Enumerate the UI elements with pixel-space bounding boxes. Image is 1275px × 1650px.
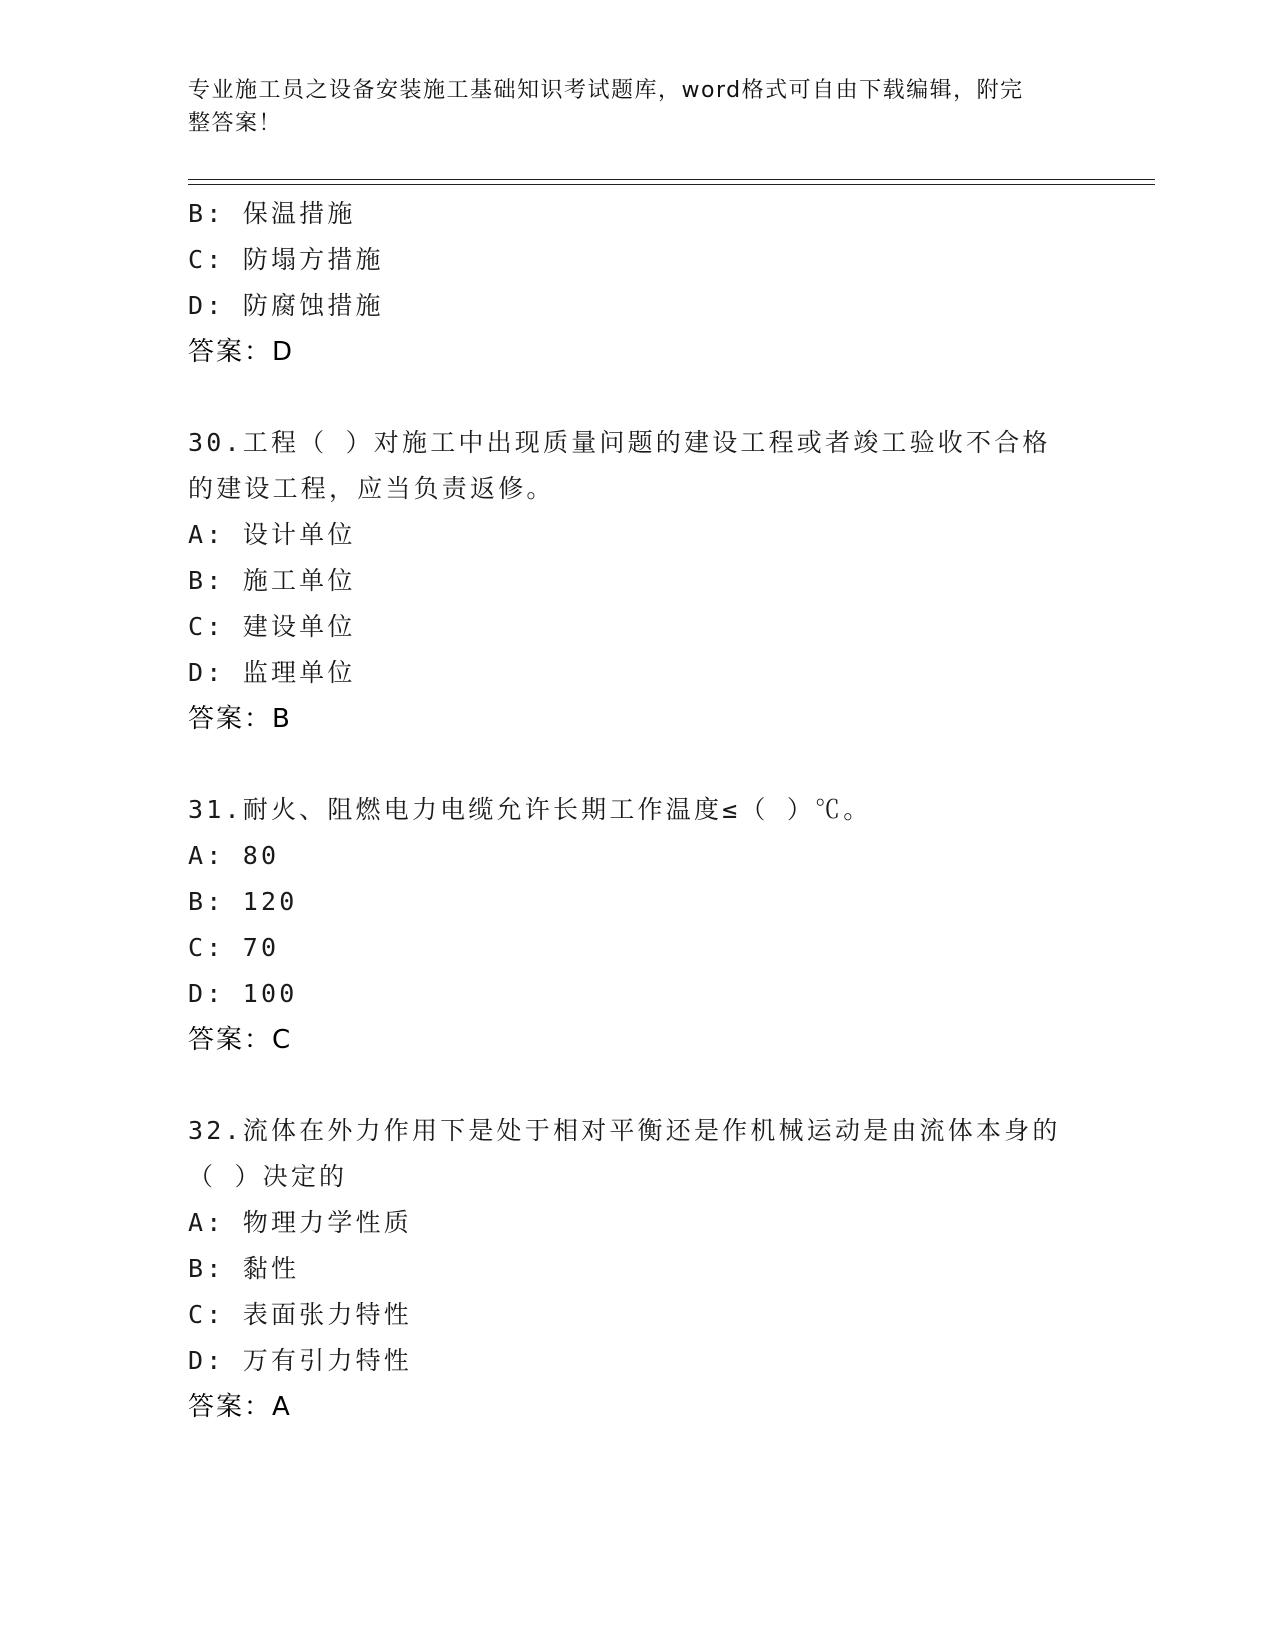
option-d: D: 监理单位 <box>188 658 356 687</box>
answer-line: 答案：C <box>188 1025 293 1055</box>
question-stem-line-1: 32.流体在外力作用下是处于相对平衡还是作机械运动是由流体本身的 <box>188 1116 1061 1145</box>
option-c: C: 建设单位 <box>188 612 356 641</box>
question-block-32 <box>188 1108 1088 1430</box>
option-b: B: 黏性 <box>188 1254 300 1283</box>
option-c: C: 70 <box>188 933 280 962</box>
question-block-31 <box>188 787 1088 1063</box>
question-stem-line-1: 30.工程（ ）对施工中出现质量问题的建设工程或者竣工验收不合格 <box>188 428 1051 457</box>
option-c: C: 防塌方措施 <box>188 245 384 274</box>
question-stem-line-1: 31.耐火、阻燃电力电缆允许长期工作温度≤（ ）℃。 <box>188 795 872 824</box>
header-line-2: 整答案！ <box>188 111 283 136</box>
question-block-30 <box>188 420 1088 742</box>
option-d: D: 万有引力特性 <box>188 1346 412 1375</box>
option-c: C: 表面张力特性 <box>188 1300 412 1329</box>
option-b: B: 施工单位 <box>188 566 356 595</box>
option-a: A: 设计单位 <box>188 520 356 549</box>
answer-line: 答案：D <box>188 337 295 367</box>
option-d: D: 防腐蚀措施 <box>188 291 384 320</box>
question-stem <box>188 1108 1088 1200</box>
option-b: B: 保温措施 <box>188 199 356 228</box>
option-a: A: 80 <box>188 841 280 870</box>
answer-line: 答案：B <box>188 704 292 734</box>
header-divider-bottom <box>188 184 1155 185</box>
answer-line: 答案：A <box>188 1392 292 1422</box>
question-stem-line-2: （ ）决定的 <box>188 1162 348 1191</box>
question-stem-line-2: 的建设工程，应当负责返修。 <box>188 474 555 503</box>
document-header <box>188 74 1088 140</box>
header-divider-top <box>188 179 1155 180</box>
option-a: A: 物理力学性质 <box>188 1208 412 1237</box>
question-stem <box>188 787 1088 833</box>
question-stem <box>188 420 1088 512</box>
option-b: B: 120 <box>188 887 298 916</box>
option-d: D: 100 <box>188 979 298 1008</box>
question-list <box>188 191 1088 1430</box>
header-line-1: 专业施工员之设备安装施工基础知识考试题库，word格式可自由下载编辑，附完 <box>188 78 1024 103</box>
question-block-29-partial <box>188 191 1088 375</box>
